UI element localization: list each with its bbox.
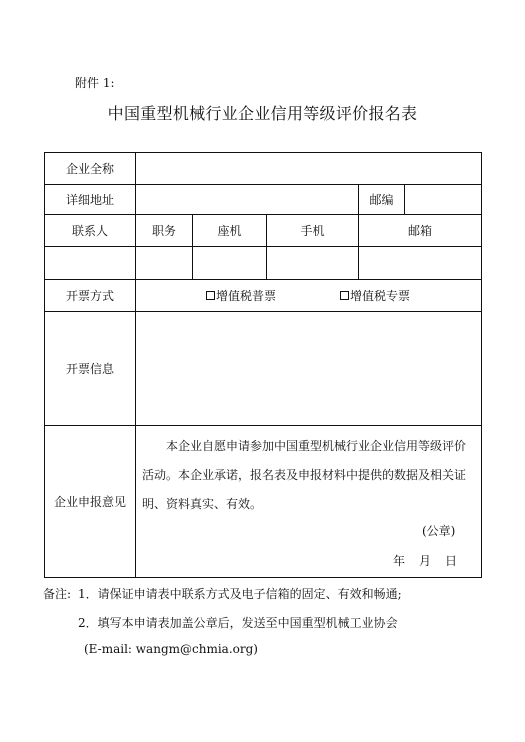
official-seal-placeholder: (公章) [422, 524, 456, 538]
opinion-line-1: 本企业自愿申请参加中国重型机械行业企业信用等级评价 [166, 439, 467, 453]
contact-name-field[interactable] [45, 247, 135, 279]
date-year: 年 [393, 554, 406, 568]
opinion-line-3: 明、资料真实、有效。 [142, 497, 263, 511]
invoice-option-general-label: 增值税普票 [216, 289, 277, 303]
date-day: 日 [445, 554, 458, 568]
postcode-field[interactable] [405, 185, 481, 214]
notes-prefix: 备注: [43, 587, 72, 601]
mobile-label: 手机 [300, 224, 325, 238]
opinion-line-2: 活动。本企业承诺，报名表及申报材料中提供的数据及相关证 [142, 468, 467, 482]
email-field[interactable] [359, 247, 481, 279]
invoice-option-special-label: 增值税专票 [350, 289, 411, 303]
invoice-info-field[interactable] [136, 312, 481, 425]
checkbox-special[interactable] [340, 291, 349, 300]
note-item-2: 2．填写本申请表加盖公章后，发送至中国重型机械工业协会 [78, 616, 398, 630]
email-label: 邮箱 [407, 224, 432, 238]
invoice-option-general[interactable] [206, 280, 276, 311]
invoice-info-label: 开票信息 [65, 362, 114, 376]
position-field[interactable] [136, 247, 192, 279]
mobile-field[interactable] [267, 247, 358, 279]
company-name-field[interactable] [136, 153, 481, 184]
contact-email: (E-mail: wangm@chmia.org) [84, 642, 258, 656]
contact-label: 联系人 [71, 224, 108, 238]
landline-field[interactable] [193, 247, 266, 279]
note-item-1: 1．请保证申请表中联系方式及电子信箱的固定、有效和畅通; [78, 587, 402, 601]
postcode-label: 邮编 [369, 193, 394, 207]
address-field[interactable] [136, 185, 358, 214]
address-label: 详细地址 [65, 193, 114, 207]
landline-label: 座机 [217, 224, 242, 238]
invoice-method-label: 开票方式 [65, 289, 114, 303]
attachment-label: 附件 1: [75, 76, 115, 90]
opinion-paragraph [142, 432, 476, 519]
opinion-label: 企业申报意见 [53, 495, 126, 509]
invoice-option-special[interactable] [340, 280, 410, 311]
date-month: 月 [419, 554, 432, 568]
form-title: 中国重型机械行业企业信用等级评价报名表 [107, 104, 418, 123]
company-name-label: 企业全称 [65, 162, 114, 176]
checkbox-general[interactable] [206, 291, 215, 300]
date-line [393, 552, 457, 569]
position-label: 职务 [151, 224, 176, 238]
